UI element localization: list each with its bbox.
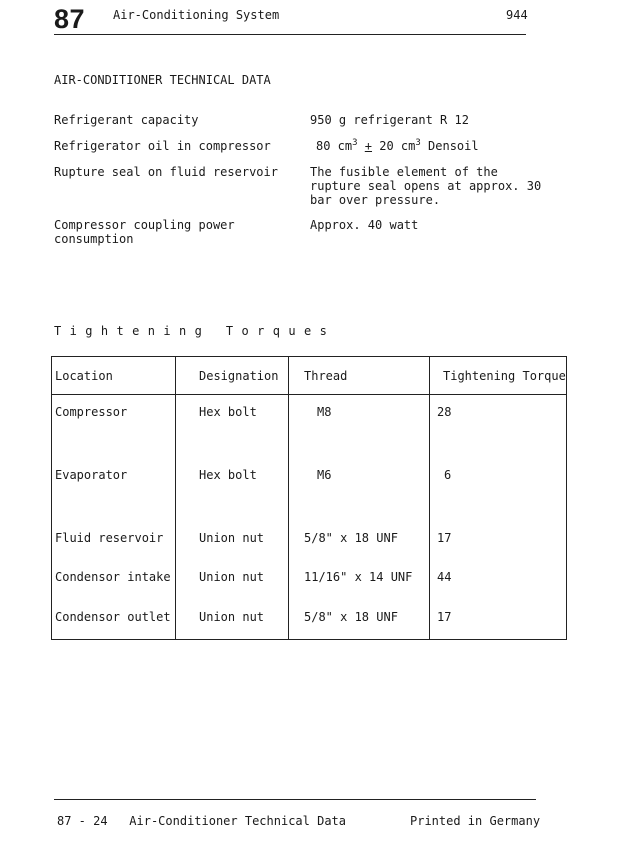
spec-value-rupture-seal: The fusible element of the rupture seal opens at approx. 30 bar over pressure.: [310, 165, 542, 207]
chapter-number: 87: [54, 4, 86, 34]
header-designation: Designation: [176, 357, 289, 395]
cell-designation: Union nut: [176, 600, 289, 640]
oil-type: Densoil: [428, 139, 479, 153]
cell-torque: 28: [430, 395, 567, 459]
section-title: AIR-CONDITIONER TECHNICAL DATA: [54, 73, 271, 87]
header-divider: [54, 34, 526, 35]
cell-location: Condensor outlet: [52, 600, 176, 640]
plus-minus-sign: +: [364, 139, 373, 153]
oil-amount: 80 cm: [316, 139, 353, 153]
cell-thread: 5/8" x 18 UNF: [289, 521, 430, 560]
cell-thread: 5/8" x 18 UNF: [289, 600, 430, 640]
header-torque: Tightening Torque: [430, 357, 567, 395]
spec-value-refrigerant-capacity: 950 g refrigerant R 12: [310, 113, 469, 127]
spec-value-refrigerator-oil: [316, 139, 566, 153]
cell-torque: 17: [430, 600, 567, 640]
torque-table: [51, 356, 567, 640]
cell-location: Condensor intake: [52, 560, 176, 600]
cell-location: Fluid reservoir: [52, 521, 176, 560]
footer-title: Air-Conditioner Technical Data: [129, 814, 347, 828]
header-location: Location: [52, 357, 176, 395]
system-title: Air-Conditioning System: [113, 8, 280, 22]
table-header-row: [52, 357, 567, 395]
table-row: [52, 395, 567, 459]
cell-torque: 44: [430, 560, 567, 600]
cell-torque: 17: [430, 521, 567, 560]
table-row: [52, 521, 567, 560]
footer-divider: [54, 799, 536, 800]
footer-page-info: [57, 814, 346, 828]
cell-designation: Hex bolt: [176, 395, 289, 459]
cell-location: Compressor: [52, 395, 176, 459]
cell-location: Evaporator: [52, 458, 176, 521]
footer-page-number: 87 - 24: [57, 814, 108, 828]
spec-label-refrigerator-oil: Refrigerator oil in compressor: [54, 139, 271, 153]
oil-amount-exponent: 3: [352, 138, 358, 148]
oil-tolerance-exponent: 3: [415, 138, 421, 148]
model-number: 944: [506, 8, 528, 22]
spec-label-coupling-power: Compressor coupling power consumption: [54, 218, 235, 246]
footer-printed: Printed in Germany: [410, 814, 541, 828]
table-row: [52, 458, 567, 521]
cell-designation: Union nut: [176, 521, 289, 560]
cell-designation: Hex bolt: [176, 458, 289, 521]
table-row: [52, 560, 567, 600]
spec-label-rupture-seal: Rupture seal on fluid reservoir: [54, 165, 278, 179]
cell-thread: M6: [289, 458, 430, 521]
cell-designation: Union nut: [176, 560, 289, 600]
oil-tolerance: 20 cm: [379, 139, 416, 153]
header-thread: Thread: [289, 357, 430, 395]
spec-value-coupling-power: Approx. 40 watt: [310, 218, 419, 232]
torques-title: Tightening Torques: [54, 324, 336, 338]
cell-thread: M8: [289, 395, 430, 459]
cell-thread: 11/16" x 14 UNF: [289, 560, 430, 600]
cell-torque: 6: [430, 458, 567, 521]
table-row: [52, 600, 567, 640]
spec-label-refrigerant-capacity: Refrigerant capacity: [54, 113, 199, 127]
